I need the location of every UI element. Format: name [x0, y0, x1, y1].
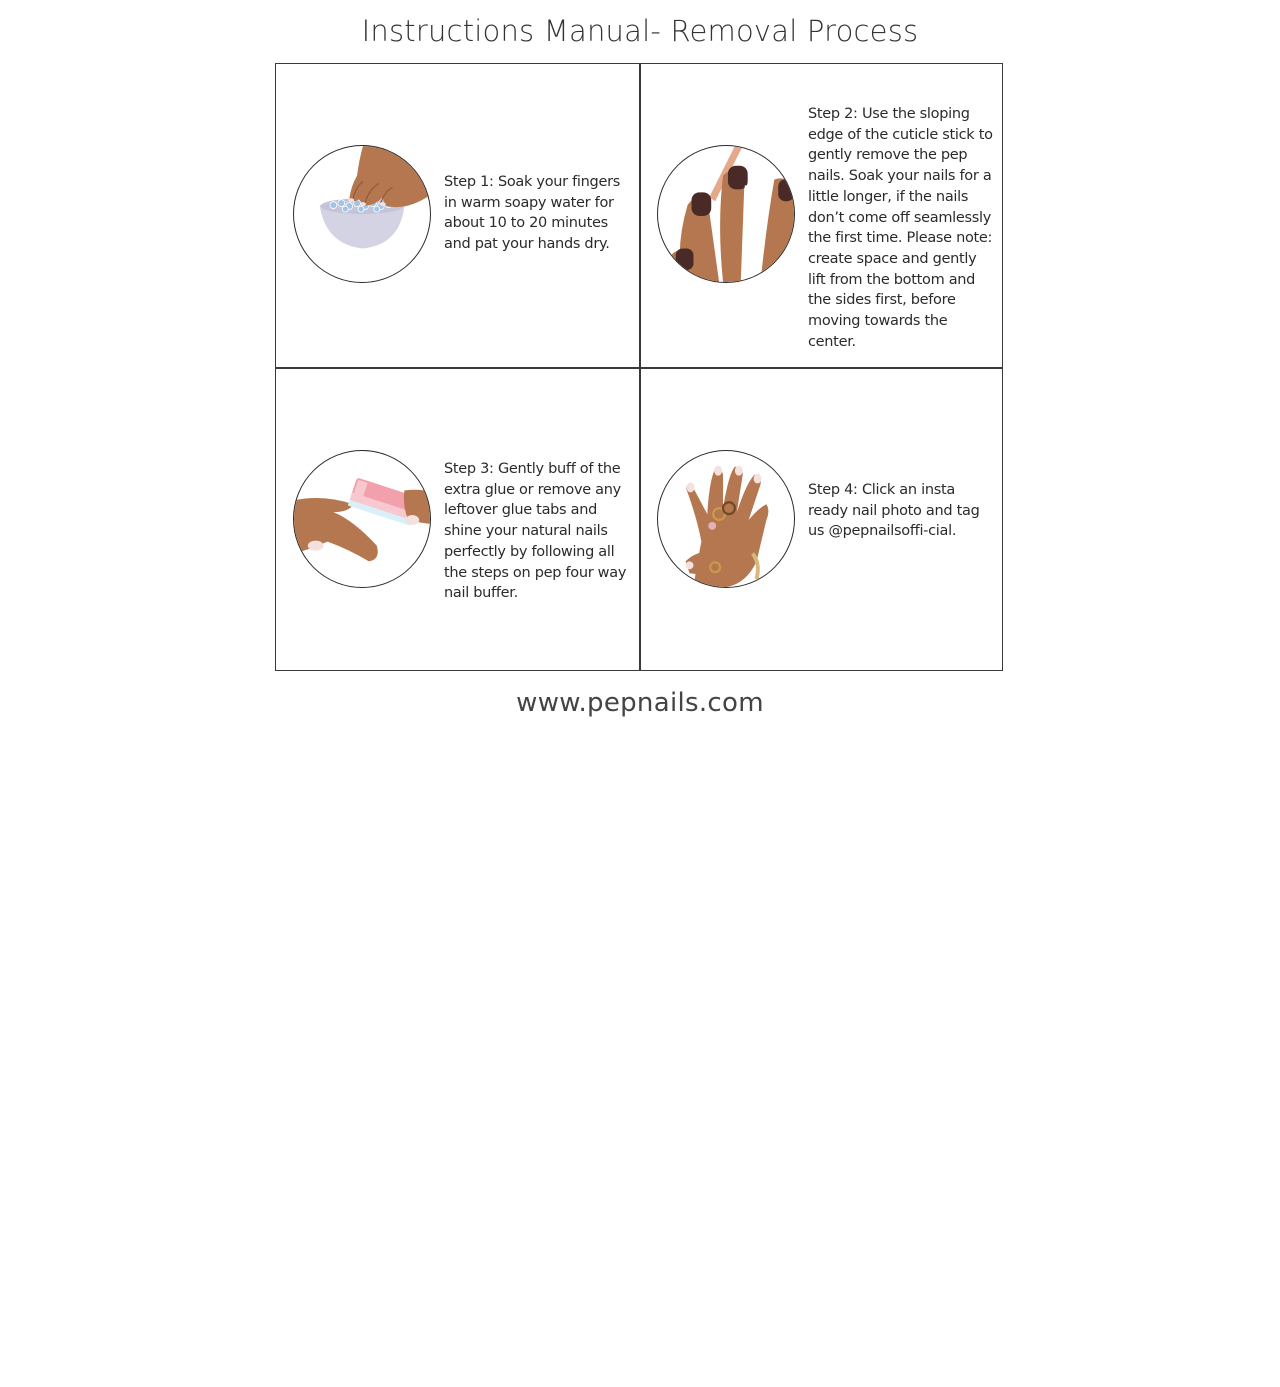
- step-3-text: Step 3: Gently buff of the extra glue or remove any leftover glue tabs and shine your natural nails perfectly by following all the steps on pep four way nail buffer.: [444, 461, 627, 602]
- step-4-text: Step 4: Click an insta ready nail photo and tag us @pepnailsoffi-cial.: [808, 482, 980, 540]
- nail-buffer-hand-icon: [293, 450, 431, 588]
- website-url[interactable]: www.pepnails.com: [516, 688, 764, 718]
- page-title: Instructions Manual- Removal Process: [361, 14, 919, 48]
- hand-in-bowl-icon: [293, 145, 431, 283]
- instructions-grid: [275, 63, 1003, 671]
- step-2-text: Step 2: Use the sloping edge of the cuticle stick to gently remove the pep nails. Soak your nails for a little longer, if the nails don’t come off seamlessly the first time. Please note: create space and gently lift from the bottom and the sides first, before moving towards the center.: [808, 106, 993, 350]
- step-2-cell: [640, 64, 1002, 366]
- step-4-cell: [640, 369, 1002, 671]
- cuticle-stick-hand-icon: [657, 145, 795, 283]
- step-1-text: Step 1: Soak your fingers in warm soapy water for about 10 to 20 minutes and pat your hands dry.: [444, 174, 620, 253]
- hand-with-rings-icon: [657, 450, 795, 588]
- step-3-cell: [276, 369, 638, 671]
- step-1-cell: [276, 64, 638, 366]
